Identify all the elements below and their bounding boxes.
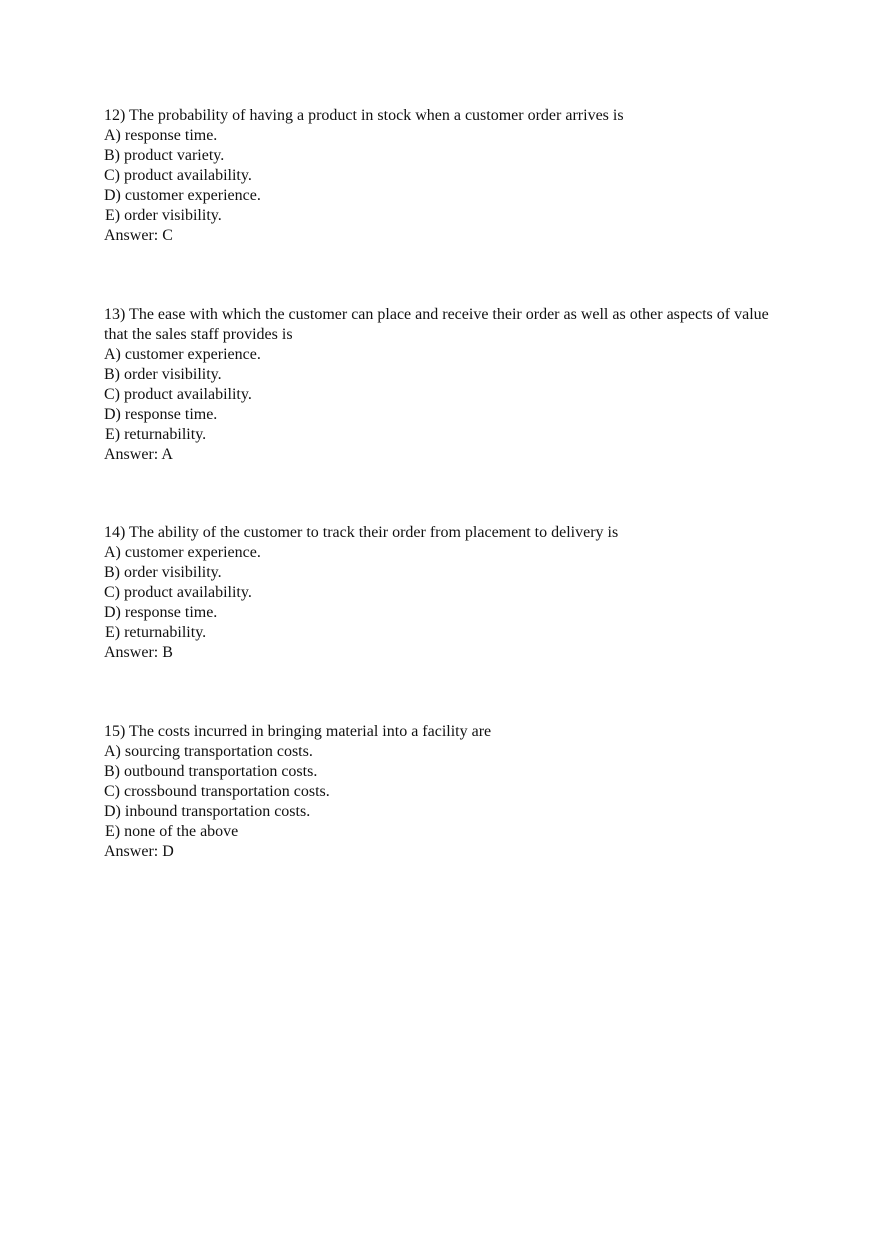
option-b: B) outbound transportation costs. <box>104 763 318 780</box>
option-c: C) crossbound transportation costs. <box>104 783 330 800</box>
option-a: A) customer experience. <box>104 346 261 363</box>
option-e: E) returnability. <box>105 426 207 443</box>
question-stem: 14) The ability of the customer to track their order from placement to delivery is <box>104 524 619 541</box>
answer-line: Answer: B <box>104 644 173 661</box>
option-b: B) product variety. <box>104 147 225 164</box>
option-b: B) order visibility. <box>104 564 222 581</box>
option-d: D) inbound transportation costs. <box>104 803 311 820</box>
option-c: C) product availability. <box>104 584 252 601</box>
question-14 <box>104 523 784 663</box>
answer-line: Answer: D <box>104 843 174 860</box>
answer-line: Answer: C <box>104 227 173 244</box>
option-a: A) response time. <box>104 127 218 144</box>
option-b: B) order visibility. <box>104 366 222 383</box>
option-d: D) response time. <box>104 406 218 423</box>
option-a: A) sourcing transportation costs. <box>104 743 313 760</box>
question-15 <box>104 722 784 862</box>
option-d: D) customer experience. <box>104 187 261 204</box>
option-a: A) customer experience. <box>104 544 261 561</box>
question-13 <box>104 305 784 465</box>
option-c: C) product availability. <box>104 167 252 184</box>
option-d: D) response time. <box>104 604 218 621</box>
option-e: E) none of the above <box>105 823 239 840</box>
option-e: E) returnability. <box>105 624 207 641</box>
option-c: C) product availability. <box>104 386 252 403</box>
option-e: E) order visibility. <box>105 207 222 224</box>
question-stem: 13) The ease with which the customer can place and receive their order as well as other aspects of value that the sales staff provides is <box>104 306 769 343</box>
question-stem: 15) The costs incurred in bringing material into a facility are <box>104 723 492 740</box>
question-stem: 12) The probability of having a product in stock when a customer order arrives is <box>104 107 624 124</box>
question-12 <box>104 106 784 246</box>
answer-line: Answer: A <box>104 446 173 463</box>
